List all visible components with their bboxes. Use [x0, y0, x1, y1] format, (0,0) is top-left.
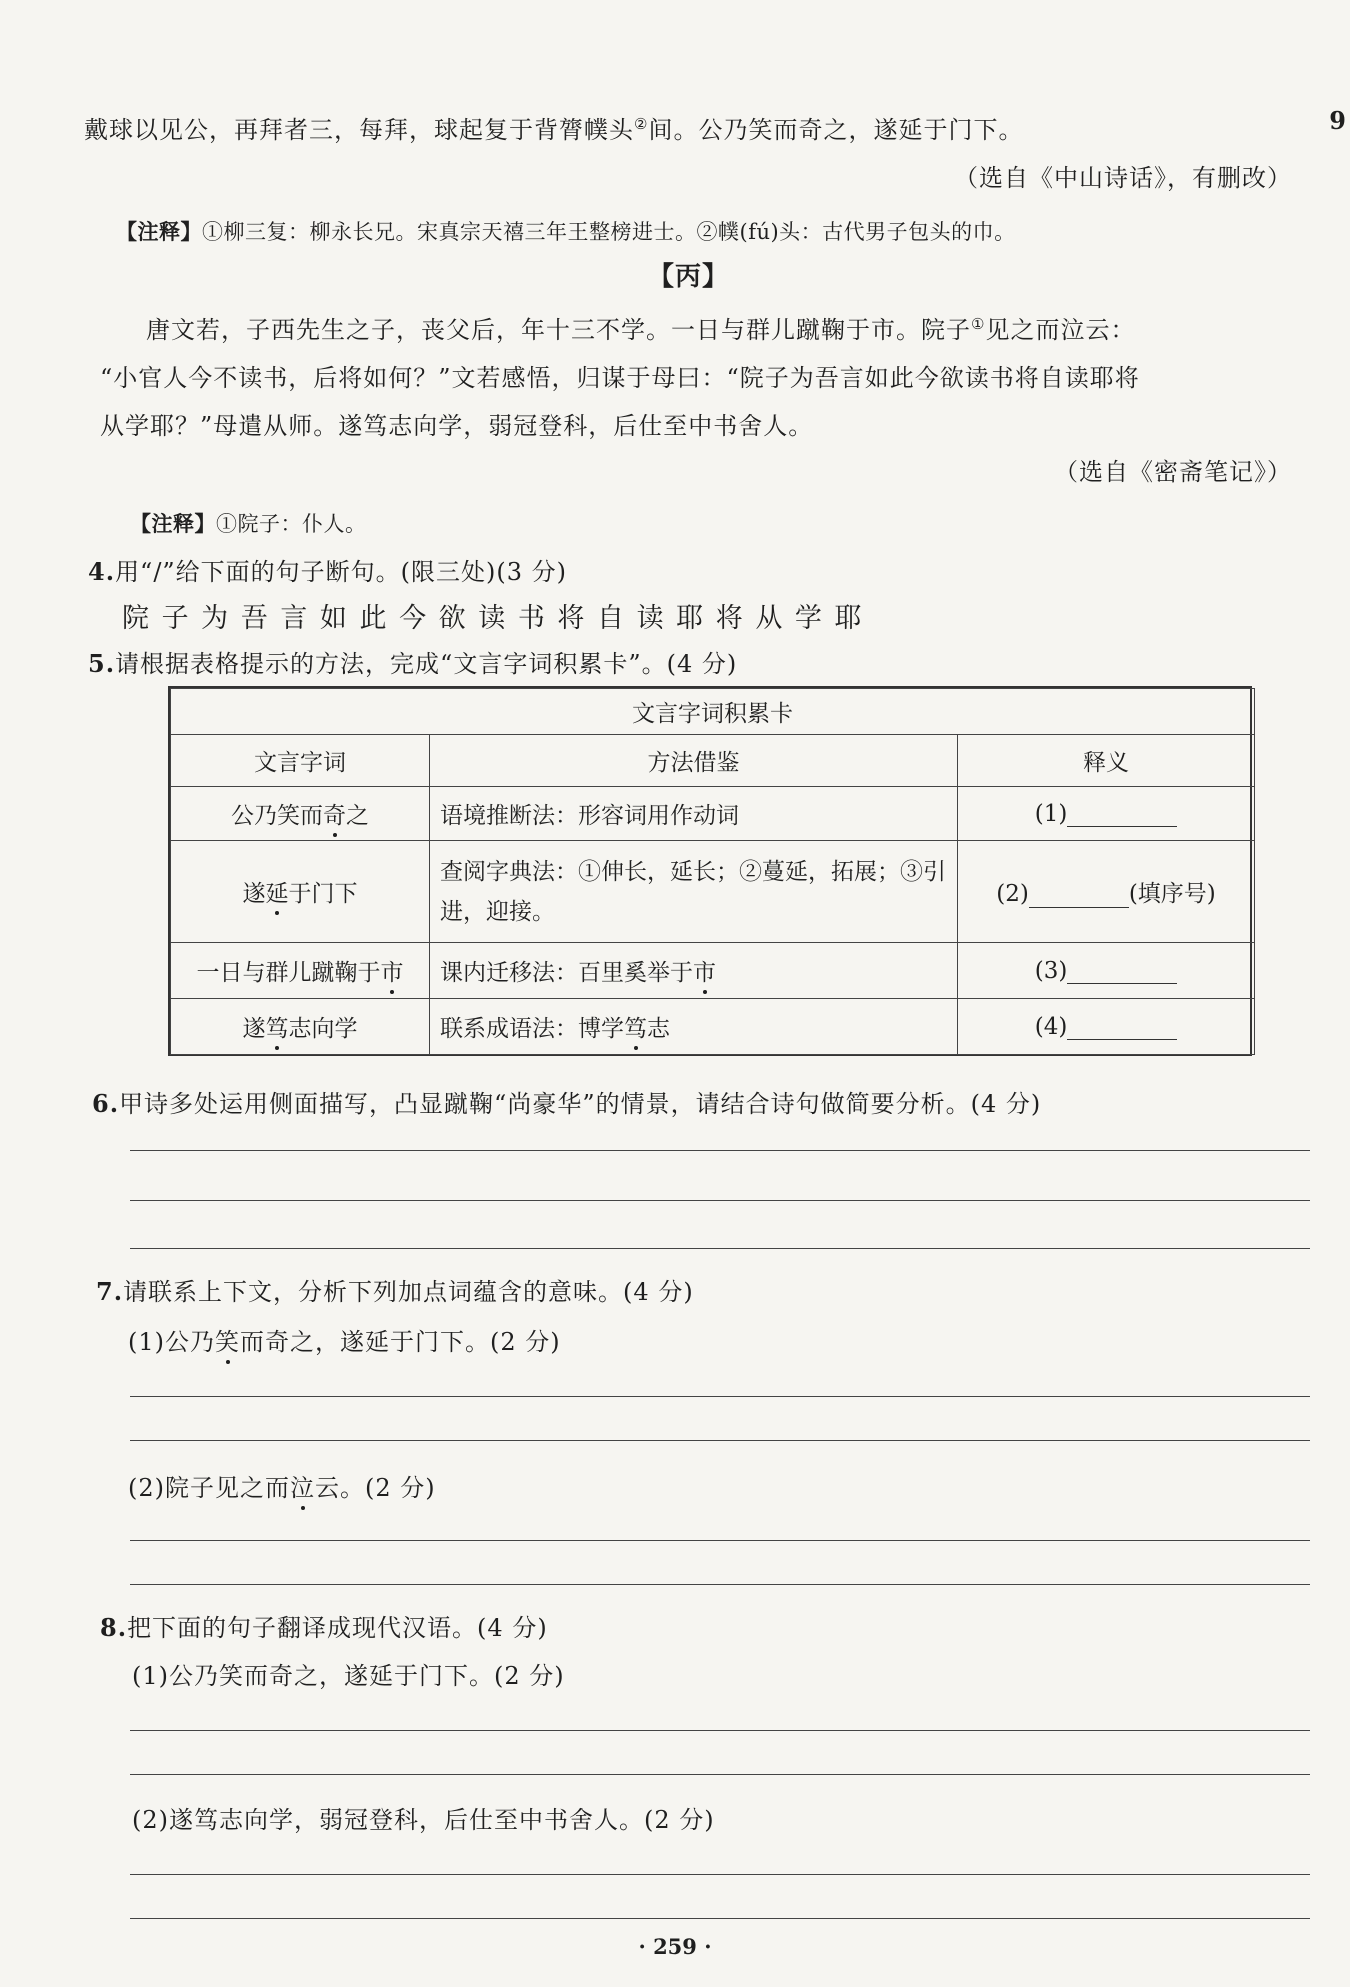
answer-line[interactable]	[130, 1540, 1310, 1541]
passage-text: 见之而泣云：	[985, 316, 1136, 344]
sub-question-text: 云。(2 分)	[315, 1474, 436, 1502]
method-cell: 查阅字典法：①伸长，延长；②蔓延，拓展；③引进，迎接。	[430, 841, 958, 943]
dotted-char: 奇	[323, 797, 346, 830]
word-text: 于门下	[288, 881, 358, 907]
method-cell: 语境推断法：形容词用作动词	[430, 787, 958, 841]
annotation-text: ①院子：仆人。	[216, 512, 367, 536]
answer-number: (2)	[996, 881, 1029, 907]
passage-line: “小官人今不读书，后将如何？”文若感悟，归谋于母曰：“院子为吾言如此今欲读书将自读耶将	[100, 364, 1140, 392]
method-text: 课内迁移法：百里奚举于	[440, 960, 693, 986]
sub-question	[128, 1322, 561, 1357]
word-text: 遂	[242, 1016, 266, 1042]
passage-text: 戴球以见公，再拜者三，每拜，球起复于背膂幞头	[84, 116, 634, 144]
answer-suffix: (填序号)	[1128, 881, 1216, 907]
page-number: · 259 ·	[638, 1934, 712, 1959]
annotation-label: 【注释】	[116, 219, 202, 244]
answer-number: (4)	[1034, 1013, 1068, 1040]
annotation-text: ①柳三复：柳永长兄。宋真宗天禧三年王整榜进士。②幞(fú)头：古代男子包头的巾。	[202, 220, 1016, 244]
answer-cell	[958, 787, 1255, 841]
annotation	[116, 216, 1016, 246]
word-cell	[171, 841, 430, 943]
question-8	[100, 1608, 548, 1643]
table-row	[171, 999, 1255, 1055]
passage-text: 间。公乃笑而奇之，遂延于门下。	[648, 116, 1024, 144]
annotation-label: 【注释】	[130, 511, 216, 536]
dotted-char: 笑	[215, 1322, 240, 1357]
answer-line[interactable]	[130, 1150, 1310, 1151]
footnote-ref: ②	[634, 115, 649, 133]
section-heading: 【丙】	[648, 262, 730, 292]
answer-blank[interactable]	[1067, 1017, 1177, 1040]
sub-question	[128, 1468, 436, 1503]
question-text: 把下面的句子翻译成现代汉语。(4 分)	[127, 1614, 548, 1642]
answer-blank[interactable]	[1067, 961, 1177, 984]
table-row	[171, 841, 1255, 943]
passage-line: 从学耶？”母遣从师。遂笃志向学，弱冠登科，后仕至中书舍人。	[100, 412, 814, 440]
question-text: 请联系上下文，分析下列加点词蕴含的意味。(4 分)	[123, 1278, 694, 1306]
word-text: 一日与群儿蹴鞠于	[196, 960, 381, 986]
table-header: 方法借鉴	[430, 735, 958, 787]
footnote-ref: ①	[971, 315, 986, 333]
passage-line	[84, 110, 1023, 145]
sub-question-text: (2)院子见之而	[128, 1474, 290, 1502]
table-row	[171, 787, 1255, 841]
question-number: 7.	[96, 1277, 124, 1306]
question-6	[92, 1084, 1041, 1119]
table-row	[171, 943, 1255, 999]
word-text: 志向学	[288, 1016, 358, 1042]
word-text: 之	[346, 803, 369, 829]
dotted-char: 市	[381, 954, 404, 987]
answer-line[interactable]	[130, 1396, 1310, 1397]
passage-text: 唐文若，子西先生之子，丧父后，年十三不学。一日与群儿蹴鞠于市。院子	[146, 316, 971, 344]
answer-line[interactable]	[130, 1248, 1310, 1249]
word-text: 遂	[242, 881, 266, 907]
punctuation-sentence: 院 子 为 吾 言 如 此 今 欲 读 书 将 自 读 耶 将 从 学 耶	[122, 603, 864, 634]
question-number: 4.	[88, 557, 116, 586]
table-header: 文言字词	[171, 735, 430, 787]
answer-cell	[958, 999, 1255, 1055]
word-text: 公乃笑而	[231, 803, 323, 829]
question-7	[96, 1272, 694, 1307]
sub-question-text: (1)公乃	[128, 1328, 215, 1356]
answer-blank[interactable]	[1067, 804, 1177, 827]
dotted-char: 笃	[624, 1010, 647, 1043]
dotted-char: 延	[266, 875, 289, 908]
sub-question: (2)遂笃志向学，弱冠登科，后仕至中书舍人。(2 分)	[132, 1806, 715, 1834]
method-cell	[430, 943, 958, 999]
question-number: 5.	[88, 649, 116, 678]
passage-line	[146, 310, 1135, 345]
table-header: 释义	[958, 735, 1255, 787]
question-text: 请根据表格提示的方法，完成“文言字词积累卡”。(4 分)	[115, 650, 738, 678]
answer-number: (1)	[1034, 800, 1068, 827]
question-text: 甲诗多处运用侧面描写，凸显蹴鞠“尚豪华”的情景，请结合诗句做简要分析。(4 分)	[119, 1090, 1042, 1118]
method-cell	[430, 999, 958, 1055]
answer-line[interactable]	[130, 1918, 1310, 1919]
source-citation: （选自《密斋笔记》）	[1054, 458, 1292, 486]
table-title: 文言字词积累卡	[171, 689, 1255, 735]
word-cell	[171, 999, 430, 1055]
answer-line[interactable]	[130, 1774, 1310, 1775]
word-cell	[171, 787, 430, 841]
question-number: 6.	[92, 1089, 120, 1118]
answer-line[interactable]	[130, 1584, 1310, 1585]
sub-question-text: 而奇之，遂延于门下。(2 分)	[240, 1328, 561, 1356]
answer-line[interactable]	[130, 1730, 1310, 1731]
answer-cell	[958, 841, 1255, 943]
dotted-char: 市	[693, 954, 716, 987]
answer-line[interactable]	[130, 1200, 1310, 1201]
dotted-char: 泣	[290, 1468, 315, 1503]
method-text: 志	[647, 1016, 670, 1042]
question-text: 用“/”给下面的句子断句。(限三处)(3 分)	[115, 558, 568, 586]
sub-question: (1)公乃笑而奇之，遂延于门下。(2 分)	[132, 1662, 565, 1690]
method-text: 联系成语法：博学	[440, 1016, 624, 1042]
edge-page-mark: 9	[1329, 106, 1346, 135]
question-5	[88, 644, 737, 679]
dotted-char: 笃	[266, 1010, 289, 1043]
answer-cell	[958, 943, 1255, 999]
answer-line[interactable]	[130, 1874, 1310, 1875]
answer-blank[interactable]	[1029, 885, 1129, 908]
source-citation: （选自《中山诗话》，有删改）	[954, 164, 1292, 192]
question-number: 8.	[100, 1613, 128, 1642]
vocab-card-table	[168, 686, 1252, 1056]
answer-line[interactable]	[130, 1440, 1310, 1441]
word-cell	[171, 943, 430, 999]
answer-number: (3)	[1034, 957, 1068, 984]
annotation	[130, 508, 367, 538]
question-4	[88, 552, 567, 587]
